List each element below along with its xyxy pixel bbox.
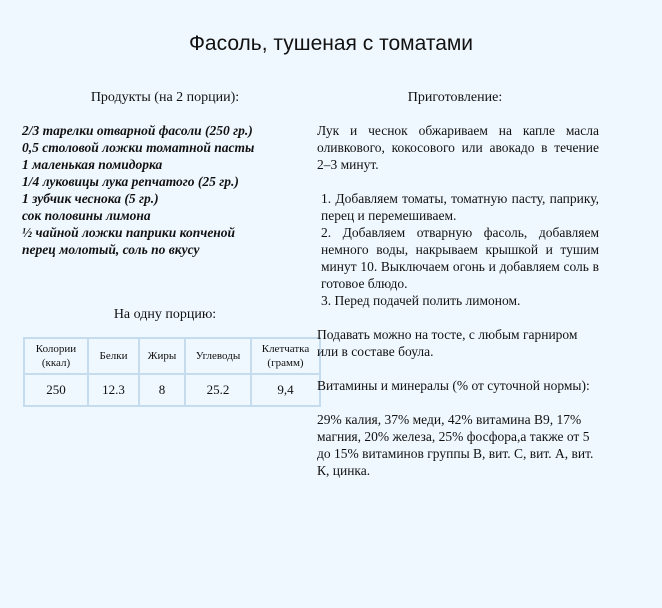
nutrition-heading: На одну порцию:: [113, 307, 217, 322]
ingredient-item: сок половины лимона: [22, 208, 151, 223]
prep-step: 1. Добавляем томаты, томатную пасту, паприку, перец и перемешиваем.: [321, 191, 599, 223]
value-cell: 8: [139, 374, 185, 406]
ingredient-item: перец молотый, соль по вкусу: [22, 242, 200, 257]
ingredient-item: 2/3 тарелки отварной фасоли (250 гр.): [22, 123, 253, 138]
header-cell: Белки: [88, 338, 139, 374]
ingredients-heading: Продукты (на 2 порции):: [90, 90, 240, 105]
prep-step: 2. Добавляем отварную фасоль, добавляем немного воды, накрываем крышкой и тушим минут 10. Выключаем огонь и добавляем соль в готовое блюдо.: [321, 225, 599, 291]
ingredient-item: ½ чайной ложки паприки копченой: [22, 225, 236, 240]
prep-step: 3. Перед подачей полить лимоном.: [321, 293, 521, 308]
prep-intro: Лук и чеснок обжариваем на капле масла оливкового, кокосового или авокадо в течение 2–3 минут.: [317, 123, 599, 172]
vitamins-text: 29% калия, 37% меди, 42% витамина В9, 17% магния, 20% железа, 25% фосфора,а также от 5 до 15% витаминов группы В, вит. С, вит. А, вит. К, цинка.: [317, 412, 594, 478]
value-cell: 9,4: [251, 374, 320, 406]
header-cell: Углеводы: [185, 338, 251, 374]
header-cell: Жиры: [139, 338, 185, 374]
value-cell: 25.2: [185, 374, 251, 406]
ingredient-item: 0,5 столовой ложки томатной пасты: [22, 140, 255, 155]
value-cell: 12.3: [88, 374, 139, 406]
ingredients-list: [22, 122, 254, 258]
header-cell: Колории (ккал): [24, 338, 88, 374]
table-header-row: [24, 338, 320, 374]
recipe-title: Фасоль, тушеная с томатами: [188, 32, 474, 55]
prep-section: [317, 122, 599, 479]
header-cell: Клетчатка (грамм): [251, 338, 320, 374]
ingredient-item: 1/4 луковицы лука репчатого (25 гр.): [22, 174, 239, 189]
ingredient-item: 1 маленькая помидорка: [22, 157, 163, 172]
nutrition-table: [23, 337, 321, 407]
ingredient-item: 1 зубчик чеснока (5 гр.): [22, 191, 159, 206]
table-row: [24, 374, 320, 406]
prep-heading: Приготовление:: [407, 90, 503, 105]
value-cell: 250: [24, 374, 88, 406]
vitamins-heading: Витамины и минералы (% от суточной нормы):: [317, 378, 590, 393]
serving-text: Подавать можно на тосте, с любым гарниром или в составе боула.: [317, 327, 578, 359]
